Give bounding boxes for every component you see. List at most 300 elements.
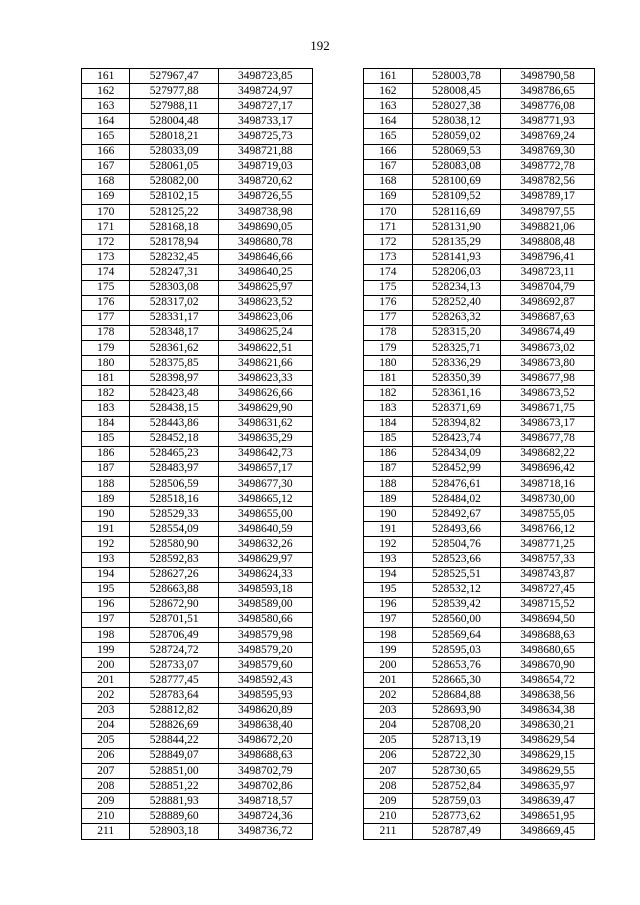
left-y-coordinate-cell: 3498632,26 xyxy=(218,537,312,552)
column-gap xyxy=(312,446,364,461)
table-row xyxy=(82,809,595,824)
left-point-number-cell: 182 xyxy=(82,386,130,401)
left-y-coordinate-cell: 3498736,72 xyxy=(218,824,312,839)
right-y-coordinate-cell: 3498821,06 xyxy=(501,220,595,235)
right-point-number-cell: 166 xyxy=(364,144,412,159)
left-point-number-cell: 185 xyxy=(82,431,130,446)
right-y-coordinate-cell: 3498782,56 xyxy=(501,174,595,189)
table-row xyxy=(82,265,595,280)
right-y-coordinate-cell: 3498704,79 xyxy=(501,280,595,295)
right-point-number-cell: 161 xyxy=(364,69,412,84)
table-row xyxy=(82,99,595,114)
left-point-number-cell: 191 xyxy=(82,522,130,537)
right-point-number-cell: 196 xyxy=(364,597,412,612)
right-x-coordinate-cell: 528532,12 xyxy=(412,582,501,597)
left-y-coordinate-cell: 3498727,17 xyxy=(218,99,312,114)
right-point-number-cell: 188 xyxy=(364,476,412,491)
left-point-number-cell: 162 xyxy=(82,84,130,99)
right-x-coordinate-cell: 528252,40 xyxy=(412,295,501,310)
left-x-coordinate-cell: 528168,18 xyxy=(130,220,219,235)
left-x-coordinate-cell: 527977,88 xyxy=(130,84,219,99)
right-x-coordinate-cell: 528131,90 xyxy=(412,220,501,235)
left-x-coordinate-cell: 528125,22 xyxy=(130,204,219,219)
right-point-number-cell: 186 xyxy=(364,446,412,461)
column-gap xyxy=(312,204,364,219)
left-y-coordinate-cell: 3498631,62 xyxy=(218,416,312,431)
left-point-number-cell: 190 xyxy=(82,507,130,522)
left-x-coordinate-cell: 528102,15 xyxy=(130,189,219,204)
left-x-coordinate-cell: 528331,17 xyxy=(130,310,219,325)
table-row xyxy=(82,84,595,99)
right-point-number-cell: 204 xyxy=(364,718,412,733)
right-x-coordinate-cell: 528135,29 xyxy=(412,235,501,250)
right-x-coordinate-cell: 528759,03 xyxy=(412,794,501,809)
column-gap xyxy=(312,567,364,582)
right-x-coordinate-cell: 528350,39 xyxy=(412,371,501,386)
left-y-coordinate-cell: 3498625,24 xyxy=(218,325,312,340)
column-gap xyxy=(312,507,364,522)
left-x-coordinate-cell: 528082,00 xyxy=(130,174,219,189)
left-x-coordinate-cell: 528506,59 xyxy=(130,476,219,491)
table-row xyxy=(82,688,595,703)
right-point-number-cell: 162 xyxy=(364,84,412,99)
column-gap xyxy=(312,371,364,386)
left-x-coordinate-cell: 528554,09 xyxy=(130,522,219,537)
left-x-coordinate-cell: 528844,22 xyxy=(130,733,219,748)
left-y-coordinate-cell: 3498646,66 xyxy=(218,250,312,265)
column-gap xyxy=(312,779,364,794)
page-number: 192 xyxy=(310,38,330,53)
right-y-coordinate-cell: 3498673,17 xyxy=(501,416,595,431)
right-y-coordinate-cell: 3498772,78 xyxy=(501,159,595,174)
right-point-number-cell: 202 xyxy=(364,688,412,703)
left-y-coordinate-cell: 3498718,57 xyxy=(218,794,312,809)
right-point-number-cell: 187 xyxy=(364,461,412,476)
left-y-coordinate-cell: 3498665,12 xyxy=(218,492,312,507)
column-gap xyxy=(312,476,364,491)
right-x-coordinate-cell: 528423,74 xyxy=(412,431,501,446)
left-point-number-cell: 188 xyxy=(82,476,130,491)
right-point-number-cell: 205 xyxy=(364,733,412,748)
table-row xyxy=(82,174,595,189)
right-y-coordinate-cell: 3498669,45 xyxy=(501,824,595,839)
right-point-number-cell: 190 xyxy=(364,507,412,522)
right-x-coordinate-cell: 528504,76 xyxy=(412,537,501,552)
left-x-coordinate-cell: 528317,02 xyxy=(130,295,219,310)
right-y-coordinate-cell: 3498651,95 xyxy=(501,809,595,824)
right-point-number-cell: 167 xyxy=(364,159,412,174)
left-point-number-cell: 169 xyxy=(82,189,130,204)
left-x-coordinate-cell: 528438,15 xyxy=(130,401,219,416)
left-x-coordinate-cell: 528232,45 xyxy=(130,250,219,265)
left-y-coordinate-cell: 3498623,52 xyxy=(218,295,312,310)
left-point-number-cell: 175 xyxy=(82,280,130,295)
table-row xyxy=(82,658,595,673)
left-point-number-cell: 189 xyxy=(82,492,130,507)
column-gap xyxy=(312,673,364,688)
left-y-coordinate-cell: 3498672,20 xyxy=(218,733,312,748)
left-y-coordinate-cell: 3498655,00 xyxy=(218,507,312,522)
table-row xyxy=(82,144,595,159)
right-x-coordinate-cell: 528083,08 xyxy=(412,159,501,174)
right-point-number-cell: 192 xyxy=(364,537,412,552)
left-point-number-cell: 180 xyxy=(82,356,130,371)
right-point-number-cell: 174 xyxy=(364,265,412,280)
table-row xyxy=(82,748,595,763)
left-x-coordinate-cell: 528004,48 xyxy=(130,114,219,129)
right-x-coordinate-cell: 528394,82 xyxy=(412,416,501,431)
right-point-number-cell: 183 xyxy=(364,401,412,416)
right-y-coordinate-cell: 3498654,72 xyxy=(501,673,595,688)
right-y-coordinate-cell: 3498677,98 xyxy=(501,371,595,386)
left-y-coordinate-cell: 3498621,66 xyxy=(218,356,312,371)
column-gap xyxy=(312,552,364,567)
column-gap xyxy=(312,612,364,627)
left-point-number-cell: 177 xyxy=(82,310,130,325)
table-row xyxy=(82,567,595,582)
left-x-coordinate-cell: 528018,21 xyxy=(130,129,219,144)
table-row xyxy=(82,431,595,446)
left-point-number-cell: 166 xyxy=(82,144,130,159)
left-x-coordinate-cell: 528247,31 xyxy=(130,265,219,280)
left-y-coordinate-cell: 3498622,51 xyxy=(218,340,312,355)
table-row xyxy=(82,159,595,174)
left-y-coordinate-cell: 3498702,79 xyxy=(218,764,312,779)
right-y-coordinate-cell: 3498635,97 xyxy=(501,779,595,794)
right-x-coordinate-cell: 528116,69 xyxy=(412,204,501,219)
right-point-number-cell: 200 xyxy=(364,658,412,673)
column-gap xyxy=(312,809,364,824)
left-y-coordinate-cell: 3498640,25 xyxy=(218,265,312,280)
left-y-coordinate-cell: 3498623,33 xyxy=(218,371,312,386)
left-y-coordinate-cell: 3498592,43 xyxy=(218,673,312,688)
table-row xyxy=(82,612,595,627)
right-y-coordinate-cell: 3498715,52 xyxy=(501,597,595,612)
right-y-coordinate-cell: 3498766,12 xyxy=(501,522,595,537)
left-x-coordinate-cell: 528398,97 xyxy=(130,371,219,386)
right-x-coordinate-cell: 528263,32 xyxy=(412,310,501,325)
table-row xyxy=(82,824,595,839)
column-gap xyxy=(312,144,364,159)
table-row xyxy=(82,295,595,310)
left-point-number-cell: 165 xyxy=(82,129,130,144)
left-x-coordinate-cell: 528851,00 xyxy=(130,764,219,779)
column-gap xyxy=(312,461,364,476)
right-x-coordinate-cell: 528653,76 xyxy=(412,658,501,673)
table-row xyxy=(82,733,595,748)
left-y-coordinate-cell: 3498738,98 xyxy=(218,204,312,219)
right-y-coordinate-cell: 3498629,54 xyxy=(501,733,595,748)
column-gap xyxy=(312,69,364,84)
right-point-number-cell: 181 xyxy=(364,371,412,386)
left-point-number-cell: 163 xyxy=(82,99,130,114)
left-y-coordinate-cell: 3498726,55 xyxy=(218,189,312,204)
right-y-coordinate-cell: 3498757,33 xyxy=(501,552,595,567)
left-point-number-cell: 172 xyxy=(82,235,130,250)
left-y-coordinate-cell: 3498626,66 xyxy=(218,386,312,401)
right-point-number-cell: 195 xyxy=(364,582,412,597)
left-point-number-cell: 183 xyxy=(82,401,130,416)
column-gap xyxy=(312,174,364,189)
right-point-number-cell: 164 xyxy=(364,114,412,129)
left-y-coordinate-cell: 3498624,33 xyxy=(218,567,312,582)
left-x-coordinate-cell: 528518,16 xyxy=(130,492,219,507)
column-gap xyxy=(312,84,364,99)
left-point-number-cell: 194 xyxy=(82,567,130,582)
left-point-number-cell: 210 xyxy=(82,809,130,824)
left-x-coordinate-cell: 528812,82 xyxy=(130,703,219,718)
left-point-number-cell: 168 xyxy=(82,174,130,189)
right-point-number-cell: 185 xyxy=(364,431,412,446)
left-x-coordinate-cell: 528465,23 xyxy=(130,446,219,461)
right-x-coordinate-cell: 528234,13 xyxy=(412,280,501,295)
right-point-number-cell: 193 xyxy=(364,552,412,567)
left-x-coordinate-cell: 528826,69 xyxy=(130,718,219,733)
left-point-number-cell: 176 xyxy=(82,295,130,310)
left-point-number-cell: 198 xyxy=(82,628,130,643)
right-x-coordinate-cell: 528787,49 xyxy=(412,824,501,839)
table-row xyxy=(82,537,595,552)
right-y-coordinate-cell: 3498723,11 xyxy=(501,265,595,280)
table-row xyxy=(82,446,595,461)
right-y-coordinate-cell: 3498790,58 xyxy=(501,69,595,84)
right-point-number-cell: 168 xyxy=(364,174,412,189)
left-y-coordinate-cell: 3498688,63 xyxy=(218,748,312,763)
table-row xyxy=(82,235,595,250)
right-x-coordinate-cell: 528361,16 xyxy=(412,386,501,401)
left-x-coordinate-cell: 528375,85 xyxy=(130,356,219,371)
left-y-coordinate-cell: 3498638,40 xyxy=(218,718,312,733)
right-y-coordinate-cell: 3498677,78 xyxy=(501,431,595,446)
right-point-number-cell: 177 xyxy=(364,310,412,325)
left-y-coordinate-cell: 3498595,93 xyxy=(218,688,312,703)
right-point-number-cell: 172 xyxy=(364,235,412,250)
left-point-number-cell: 171 xyxy=(82,220,130,235)
right-x-coordinate-cell: 528523,66 xyxy=(412,552,501,567)
table-row xyxy=(82,401,595,416)
left-y-coordinate-cell: 3498677,30 xyxy=(218,476,312,491)
column-gap xyxy=(312,733,364,748)
right-y-coordinate-cell: 3498771,25 xyxy=(501,537,595,552)
left-x-coordinate-cell: 528483,97 xyxy=(130,461,219,476)
right-point-number-cell: 179 xyxy=(364,340,412,355)
right-x-coordinate-cell: 528371,69 xyxy=(412,401,501,416)
right-x-coordinate-cell: 528003,78 xyxy=(412,69,501,84)
left-y-coordinate-cell: 3498702,86 xyxy=(218,779,312,794)
table-row xyxy=(82,114,595,129)
left-point-number-cell: 186 xyxy=(82,446,130,461)
left-x-coordinate-cell: 528361,62 xyxy=(130,340,219,355)
left-y-coordinate-cell: 3498690,05 xyxy=(218,220,312,235)
left-x-coordinate-cell: 528903,18 xyxy=(130,824,219,839)
right-point-number-cell: 175 xyxy=(364,280,412,295)
column-gap xyxy=(312,310,364,325)
right-x-coordinate-cell: 528476,61 xyxy=(412,476,501,491)
right-x-coordinate-cell: 528693,90 xyxy=(412,703,501,718)
left-x-coordinate-cell: 528849,07 xyxy=(130,748,219,763)
table-row xyxy=(82,507,595,522)
right-x-coordinate-cell: 528525,51 xyxy=(412,567,501,582)
left-x-coordinate-cell: 528783,64 xyxy=(130,688,219,703)
right-point-number-cell: 169 xyxy=(364,189,412,204)
right-x-coordinate-cell: 528665,30 xyxy=(412,673,501,688)
column-gap xyxy=(312,280,364,295)
left-point-number-cell: 164 xyxy=(82,114,130,129)
left-y-coordinate-cell: 3498625,97 xyxy=(218,280,312,295)
column-gap xyxy=(312,522,364,537)
right-x-coordinate-cell: 528708,20 xyxy=(412,718,501,733)
table-row xyxy=(82,416,595,431)
table-row xyxy=(82,204,595,219)
right-y-coordinate-cell: 3498630,21 xyxy=(501,718,595,733)
left-point-number-cell: 196 xyxy=(82,597,130,612)
left-x-coordinate-cell: 528881,93 xyxy=(130,794,219,809)
column-gap xyxy=(312,295,364,310)
left-y-coordinate-cell: 3498724,36 xyxy=(218,809,312,824)
right-y-coordinate-cell: 3498680,65 xyxy=(501,643,595,658)
right-x-coordinate-cell: 528315,20 xyxy=(412,325,501,340)
right-point-number-cell: 211 xyxy=(364,824,412,839)
left-y-coordinate-cell: 3498580,66 xyxy=(218,612,312,627)
right-x-coordinate-cell: 528336,29 xyxy=(412,356,501,371)
right-y-coordinate-cell: 3498639,47 xyxy=(501,794,595,809)
right-x-coordinate-cell: 528539,42 xyxy=(412,597,501,612)
column-gap xyxy=(312,597,364,612)
left-y-coordinate-cell: 3498629,90 xyxy=(218,401,312,416)
left-y-coordinate-cell: 3498719,03 xyxy=(218,159,312,174)
column-gap xyxy=(312,718,364,733)
right-y-coordinate-cell: 3498776,08 xyxy=(501,99,595,114)
right-y-coordinate-cell: 3498673,02 xyxy=(501,340,595,355)
right-y-coordinate-cell: 3498673,80 xyxy=(501,356,595,371)
right-point-number-cell: 198 xyxy=(364,628,412,643)
table-row xyxy=(82,386,595,401)
right-x-coordinate-cell: 528484,02 xyxy=(412,492,501,507)
left-x-coordinate-cell: 528663,88 xyxy=(130,582,219,597)
left-point-number-cell: 199 xyxy=(82,643,130,658)
table-row xyxy=(82,371,595,386)
left-y-coordinate-cell: 3498723,85 xyxy=(218,69,312,84)
right-y-coordinate-cell: 3498682,22 xyxy=(501,446,595,461)
left-point-number-cell: 184 xyxy=(82,416,130,431)
table-row xyxy=(82,69,595,84)
right-point-number-cell: 209 xyxy=(364,794,412,809)
left-point-number-cell: 200 xyxy=(82,658,130,673)
right-y-coordinate-cell: 3498674,49 xyxy=(501,325,595,340)
left-y-coordinate-cell: 3498725,73 xyxy=(218,129,312,144)
right-y-coordinate-cell: 3498730,00 xyxy=(501,492,595,507)
right-x-coordinate-cell: 528434,09 xyxy=(412,446,501,461)
right-point-number-cell: 208 xyxy=(364,779,412,794)
column-gap xyxy=(312,325,364,340)
column-gap xyxy=(312,129,364,144)
left-x-coordinate-cell: 528452,18 xyxy=(130,431,219,446)
column-gap xyxy=(312,748,364,763)
right-x-coordinate-cell: 528492,67 xyxy=(412,507,501,522)
coordinates-table xyxy=(81,68,595,840)
right-x-coordinate-cell: 528722,30 xyxy=(412,748,501,763)
left-point-number-cell: 195 xyxy=(82,582,130,597)
table-row xyxy=(82,280,595,295)
right-y-coordinate-cell: 3498671,75 xyxy=(501,401,595,416)
left-point-number-cell: 197 xyxy=(82,612,130,627)
table-row xyxy=(82,356,595,371)
left-y-coordinate-cell: 3498640,59 xyxy=(218,522,312,537)
table-row xyxy=(82,779,595,794)
left-x-coordinate-cell: 528529,33 xyxy=(130,507,219,522)
right-x-coordinate-cell: 528038,12 xyxy=(412,114,501,129)
right-point-number-cell: 182 xyxy=(364,386,412,401)
column-gap xyxy=(312,250,364,265)
left-y-coordinate-cell: 3498629,97 xyxy=(218,552,312,567)
right-point-number-cell: 203 xyxy=(364,703,412,718)
right-point-number-cell: 189 xyxy=(364,492,412,507)
table-row xyxy=(82,340,595,355)
left-x-coordinate-cell: 528706,49 xyxy=(130,628,219,643)
left-point-number-cell: 207 xyxy=(82,764,130,779)
left-x-coordinate-cell: 528423,48 xyxy=(130,386,219,401)
right-x-coordinate-cell: 528206,03 xyxy=(412,265,501,280)
left-x-coordinate-cell: 528733,07 xyxy=(130,658,219,673)
right-x-coordinate-cell: 528027,38 xyxy=(412,99,501,114)
column-gap xyxy=(312,189,364,204)
left-y-coordinate-cell: 3498642,73 xyxy=(218,446,312,461)
right-point-number-cell: 206 xyxy=(364,748,412,763)
left-y-coordinate-cell: 3498589,00 xyxy=(218,597,312,612)
table-row xyxy=(82,552,595,567)
left-point-number-cell: 178 xyxy=(82,325,130,340)
left-x-coordinate-cell: 528348,17 xyxy=(130,325,219,340)
right-y-coordinate-cell: 3498727,45 xyxy=(501,582,595,597)
left-x-coordinate-cell: 528672,90 xyxy=(130,597,219,612)
column-gap xyxy=(312,643,364,658)
table-row xyxy=(82,643,595,658)
right-x-coordinate-cell: 528560,00 xyxy=(412,612,501,627)
right-point-number-cell: 180 xyxy=(364,356,412,371)
left-y-coordinate-cell: 3498721,88 xyxy=(218,144,312,159)
left-point-number-cell: 181 xyxy=(82,371,130,386)
left-x-coordinate-cell: 528592,83 xyxy=(130,552,219,567)
column-gap xyxy=(312,114,364,129)
right-point-number-cell: 201 xyxy=(364,673,412,688)
right-x-coordinate-cell: 528773,62 xyxy=(412,809,501,824)
left-point-number-cell: 170 xyxy=(82,204,130,219)
left-point-number-cell: 211 xyxy=(82,824,130,839)
right-x-coordinate-cell: 528493,66 xyxy=(412,522,501,537)
left-x-coordinate-cell: 528178,94 xyxy=(130,235,219,250)
left-y-coordinate-cell: 3498579,20 xyxy=(218,643,312,658)
right-x-coordinate-cell: 528141,93 xyxy=(412,250,501,265)
column-gap xyxy=(312,356,364,371)
table-row xyxy=(82,628,595,643)
left-y-coordinate-cell: 3498620,89 xyxy=(218,703,312,718)
left-y-coordinate-cell: 3498724,97 xyxy=(218,84,312,99)
left-x-coordinate-cell: 528303,08 xyxy=(130,280,219,295)
right-y-coordinate-cell: 3498638,56 xyxy=(501,688,595,703)
right-x-coordinate-cell: 528452,99 xyxy=(412,461,501,476)
left-point-number-cell: 179 xyxy=(82,340,130,355)
right-y-coordinate-cell: 3498743,87 xyxy=(501,567,595,582)
column-gap xyxy=(312,431,364,446)
column-gap xyxy=(312,386,364,401)
left-x-coordinate-cell: 528701,51 xyxy=(130,612,219,627)
left-x-coordinate-cell: 527988,11 xyxy=(130,99,219,114)
column-gap xyxy=(312,688,364,703)
left-y-coordinate-cell: 3498657,17 xyxy=(218,461,312,476)
right-x-coordinate-cell: 528730,65 xyxy=(412,764,501,779)
right-x-coordinate-cell: 528595,03 xyxy=(412,643,501,658)
right-y-coordinate-cell: 3498696,42 xyxy=(501,461,595,476)
